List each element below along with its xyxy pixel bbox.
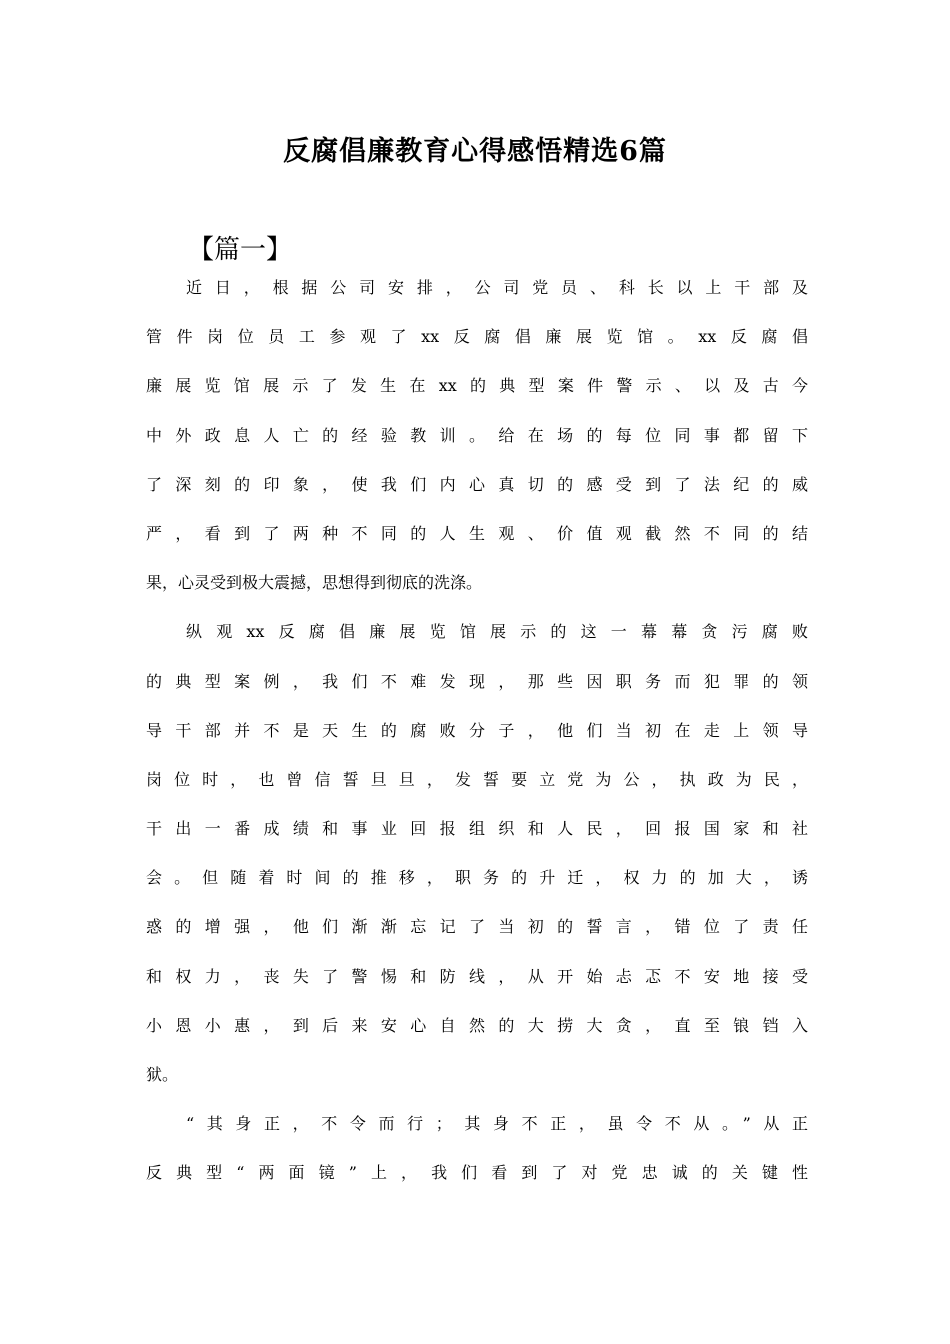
- paragraph-line: 会。但随着时间的推移，职务的升迁，权力的加大，诱: [146, 868, 808, 888]
- paragraph-line: 近日，根据公司安排，公司党员、科长以上干部及: [186, 278, 808, 297]
- paragraph-line: 严，看到了两种不同的人生观、价值观截然不同的结: [146, 523, 808, 543]
- paragraph-line: 狱。: [146, 1065, 179, 1084]
- paragraph-line: 廉展览馆展示了发生在xx的典型案件警示、以及古今: [146, 376, 808, 396]
- document-title: 反腐倡廉教育心得感悟精选6篇: [283, 136, 667, 167]
- paragraph-line: 和权力，丧失了警惕和防线，从开始忐忑不安地接受: [146, 966, 808, 986]
- paragraph-2: [146, 619, 808, 1111]
- document-body: [146, 226, 808, 1210]
- paragraph-line: 果，心灵受到极大震撼，思想得到彻底的洗涤。: [146, 573, 483, 593]
- paragraph-line: 中外政息人亡的经验教训。给在场的每位同事都留下: [146, 425, 808, 445]
- paragraph-line: 反典型“两面镜”上，我们看到了对党忠诚的关键性: [146, 1163, 808, 1183]
- paragraph-line: 导干部并不是天生的腐败分子，他们当初在走上领导: [146, 720, 808, 740]
- paragraph-line: 岗位时，也曾信誓旦旦，发誓要立党为公，执政为民，: [146, 769, 808, 789]
- paragraph-line: 干出一番成绩和事业回报组织和人民，回报国家和社: [146, 819, 808, 839]
- paragraph-3: [146, 1111, 808, 1209]
- paragraph-line: 管件岗位员工参观了xx反腐倡廉展览馆。xx反腐倡: [146, 327, 808, 347]
- section-heading: 【篇一】: [188, 235, 293, 265]
- paragraph-line: 了深刻的印象，使我们内心真切的感受到了法纪的威: [146, 474, 808, 494]
- paragraph-line: 纵观xx反腐倡廉展览馆展示的这一幕幕贪污腐败: [186, 622, 808, 642]
- paragraph-line: 小恩小惠，到后来安心自然的大捞大贪，直至锒铛入: [146, 1015, 808, 1035]
- paragraph-line: 惑的增强，他们渐渐忘记了当初的誓言，错位了责任: [146, 917, 808, 937]
- paragraph-line: 的典型案例，我们不难发现，那些因职务而犯罪的领: [146, 671, 808, 691]
- paragraph-1: [146, 275, 808, 619]
- paragraph-line: “其身正，不令而行；其身不正，虽令不从。”从正: [186, 1114, 808, 1134]
